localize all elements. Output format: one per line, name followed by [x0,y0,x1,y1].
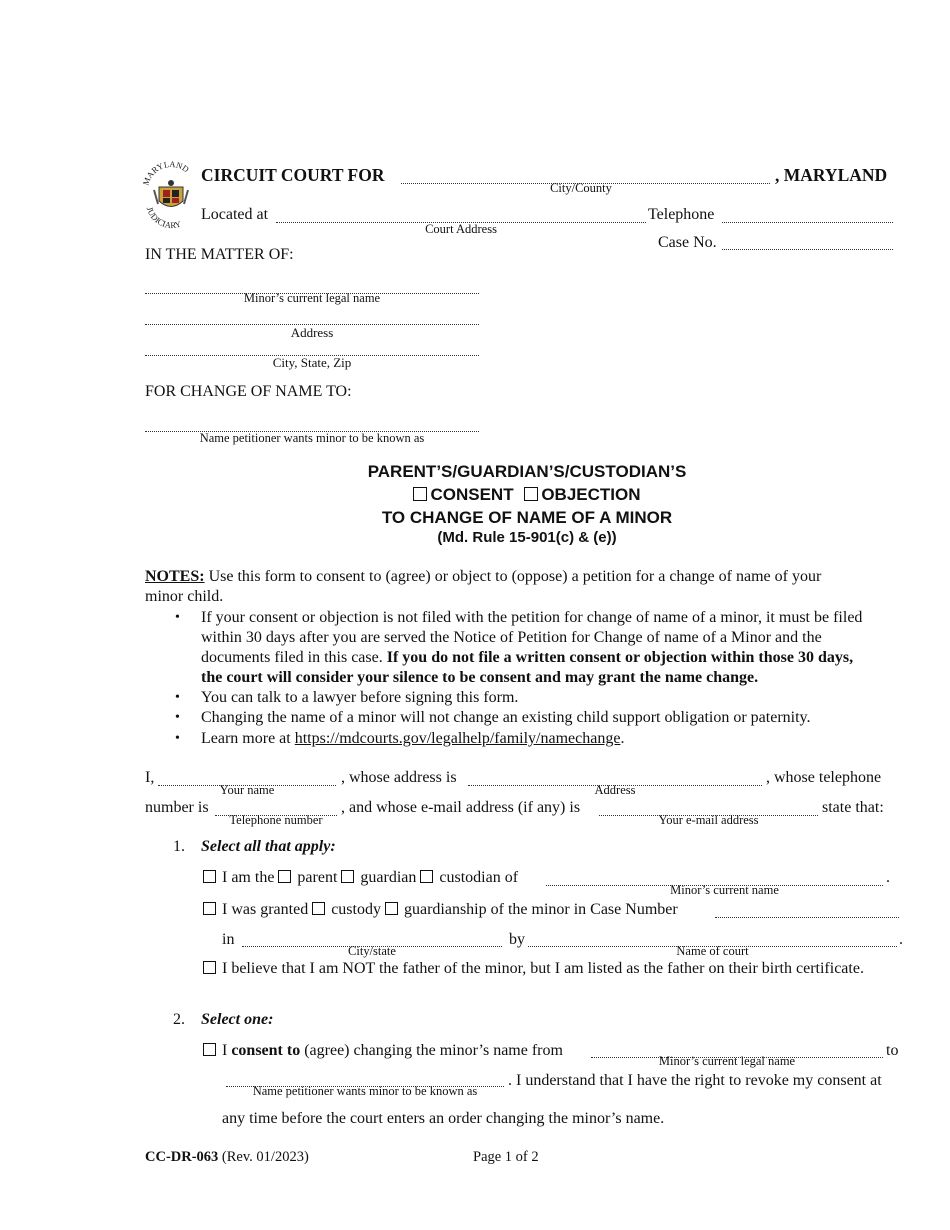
by-label: by [509,931,525,948]
custody-checkbox[interactable] [312,902,325,915]
consent-to-caption: Name petitioner wants minor to be known as [252,1084,478,1098]
row1-period: . [886,869,890,886]
state-label: , MARYLAND [775,165,888,185]
guardianship-checkbox[interactable] [385,902,398,915]
telephone-label: Telephone [648,206,715,223]
whose-telephone-label: , whose telephone [766,769,882,786]
state-that-label: state that: [822,799,884,816]
bullet-icon: • [175,710,180,725]
item2-heading: Select one: [201,1011,274,1028]
item2-number: 2. [173,1011,185,1028]
minor-city-caption: City, State, Zip [272,355,352,370]
city-county-caption: City/County [550,181,612,195]
minor-legal-name-caption: Minor’s current legal name [243,291,381,305]
your-address-caption: Address [594,783,636,797]
to-label: to [886,1042,899,1059]
parent-checkbox[interactable] [278,870,291,883]
form-title-line1: PARENT’S/GUARDIAN’S/CUSTODIAN’S [367,462,687,481]
your-telephone-caption: Telephone number [229,813,323,827]
consent-label: CONSENT [430,485,514,504]
granted-checkbox[interactable] [203,902,216,915]
seal-top-text: MARYLAND [140,160,191,187]
maryland-judiciary-seal [140,160,202,232]
form-title-line3: TO CHANGE OF NAME OF A MINOR [381,508,673,527]
minor-address-caption: Address [290,325,334,340]
note-child-support: Changing the name of a minor will not change an existing child support obligation or paternity. [201,709,811,726]
namechange-link[interactable]: https://mdcourts.gov/legalhelp/family/namechange [294,730,621,747]
number-is-label: number is [145,799,209,816]
i-am-the-checkbox[interactable] [203,870,216,883]
understand-text: . I understand that I have the right to revoke my consent at [508,1072,882,1089]
svg-text:JUDICIARY [145,206,182,231]
change-to-label: FOR CHANGE OF NAME TO: [145,383,352,400]
svg-text:MARYLAND [141,160,191,187]
court-name-caption: Name of court [676,944,749,958]
seal-bottom-text: JUDICIARY [144,205,183,231]
notes-intro-line2: minor child. [145,588,224,605]
bullet-icon: • [175,610,180,625]
new-name-caption: Name petitioner wants minor to be known as [199,431,425,445]
bullet-icon: • [175,731,180,746]
notes-intro: NOTES: Use this form to consent to (agree) or object to (oppose) a petition for a change of name of your [145,568,822,585]
your-email-caption: Your e-mail address [658,813,759,827]
email-label: , and whose e-mail address (if any) is [341,799,581,816]
matter-label: IN THE MATTER OF: [145,246,294,263]
court-address-caption: Court Address [425,222,497,236]
consent-to-checkbox[interactable] [203,1043,216,1056]
revoke-text: any time before the court enters an order changing the minor’s name. [222,1110,665,1127]
form-title-rule: (Md. Rule 15-901(c) & (e)) [437,529,617,546]
item1-row2: I was granted custody guardianship of the minor in Case Number [203,901,678,919]
note-learn-more: Learn more at https://mdcourts.gov/legalhelp/family/namechange. [201,730,625,747]
note-lawyer: You can talk to a lawyer before signing this form. [201,689,519,706]
note-deadline: If your consent or objection is not filed with the petition for change of name of a minor, it must be filed within 30 days after you are served the Notice of Petition for Change of name of a Minor and the documents filed in this case. If you do not file a written consent or objection within those 30 days, the court will consider your silence to be consent and may grant the name change. [201,609,863,686]
objection-label: OBJECTION [541,485,641,504]
bullet-icon: • [175,690,180,705]
item1-heading: Select all that apply: [201,838,336,855]
case-number-granted-field[interactable] [715,917,899,918]
case-no-label: Case No. [658,234,717,251]
consent-checkbox[interactable] [413,487,427,501]
not-father-checkbox[interactable] [203,961,216,974]
item1-number: 1. [173,838,185,855]
in-label: in [222,931,235,948]
city-state-caption: City/state [348,944,396,958]
located-label: Located at [201,206,269,223]
item1-row1: I am the parent guardian custodian of [203,869,518,887]
consent-row: I consent to (agree) changing the minor’s name from [203,1042,563,1060]
objection-checkbox[interactable] [524,487,538,501]
case-number-field[interactable] [722,249,893,250]
custodian-checkbox[interactable] [420,870,433,883]
notes-label: NOTES: [145,568,205,585]
item1-row4: I believe that I am NOT the father of the minor, but I am listed as the father on their birth certificate. [203,960,864,978]
whose-address-label: , whose address is [341,769,457,786]
row3-period: . [899,931,903,948]
your-name-caption: Your name [219,783,275,797]
statement-i: I, [145,769,155,786]
court-telephone-field[interactable] [722,222,893,223]
court-label: CIRCUIT COURT FOR [201,165,385,185]
minor-current-name-caption: Minor’s current name [670,883,779,897]
page-number: Page 1 of 2 [473,1149,539,1165]
form-id: CC-DR-063 (Rev. 01/2023) [145,1149,309,1165]
consent-from-caption: Minor’s current legal name [658,1054,796,1068]
form-title-line2 [0,485,950,505]
guardian-checkbox[interactable] [341,870,354,883]
